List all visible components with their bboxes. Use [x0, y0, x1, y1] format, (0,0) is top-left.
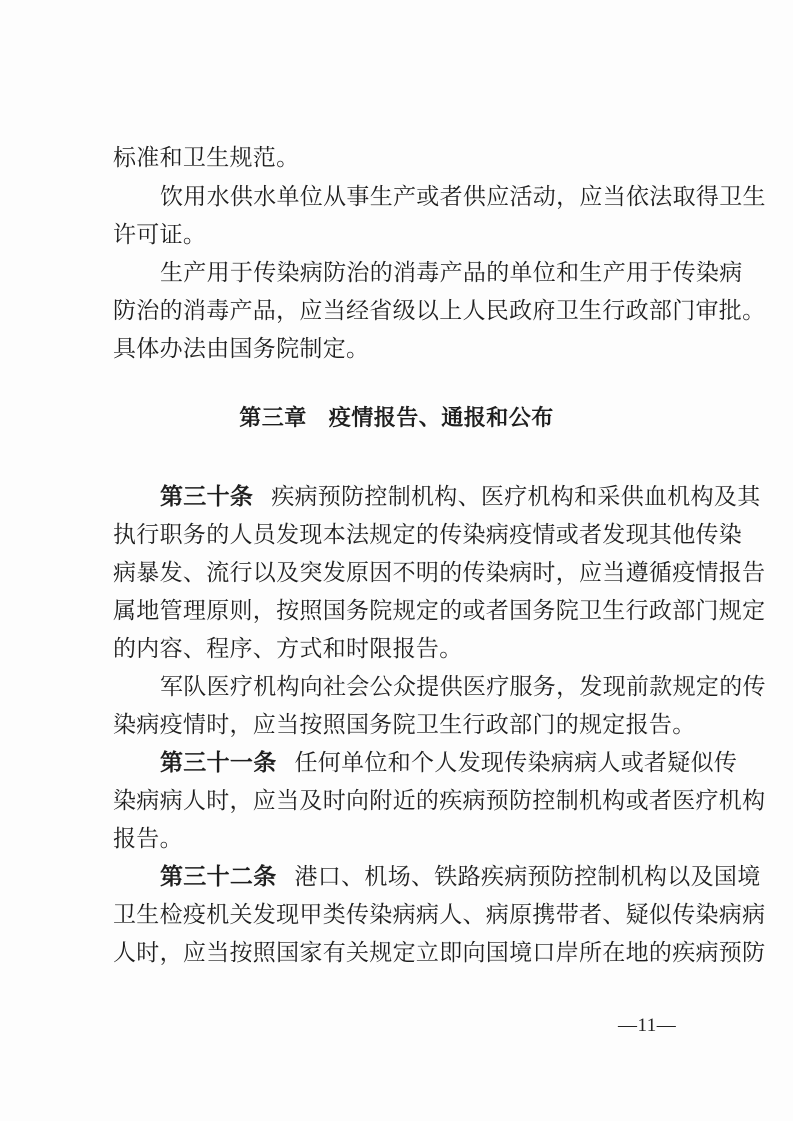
text-line: 饮用水供水单位从事生产或者供应活动，应当依法取得卫生: [160, 184, 766, 210]
article-label: 第三十条: [160, 484, 254, 510]
text-line: 染病疫情时，应当按照国务院卫生行政部门的规定报告。: [113, 712, 696, 738]
article-text: 港口、机场、铁路疾病预防控制机构以及国境: [294, 864, 761, 890]
text-line: 标准和卫生规范。: [113, 145, 300, 171]
article-text: 疾病预防控制机构、医疗机构和采供血机构及其: [271, 484, 761, 510]
page-number: —11—: [618, 1015, 677, 1036]
chapter-number: 第三章: [239, 406, 307, 431]
text-line: 染病病人时，应当及时向附近的疾病预防控制机构或者医疗机构: [113, 788, 766, 814]
text-line: 病暴发、流行以及突发原因不明的传染病时，应当遵循疫情报告: [113, 560, 766, 586]
article-text: 任何单位和个人发现传染病病人或者疑似传: [294, 750, 738, 776]
text-line: 报告。: [113, 826, 183, 852]
chapter-heading: [0, 404, 793, 434]
article-first-line: [160, 748, 737, 778]
text-line: 的内容、程序、方式和时限报告。: [113, 636, 463, 662]
text-line: 属地管理原则，按照国务院规定的或者国务院卫生行政部门规定: [113, 598, 766, 624]
text-line: 生产用于传染病防治的消毒产品的单位和生产用于传染病: [160, 260, 743, 286]
chapter-title: 疫情报告、通报和公布: [328, 406, 554, 431]
article-first-line: [160, 862, 761, 892]
text-line: 具体办法由国务院制定。: [113, 336, 370, 362]
text-line: 军队医疗机构向社会公众提供医疗服务，发现前款规定的传: [160, 674, 766, 700]
text-line: 许可证。: [113, 222, 207, 248]
text-line: 卫生检疫机关发现甲类传染病病人、病原携带者、疑似传染病病: [113, 902, 766, 928]
article-label: 第三十二条: [160, 864, 277, 890]
article-first-line: [160, 482, 761, 512]
text-line: 防治的消毒产品，应当经省级以上人民政府卫生行政部门审批。: [113, 298, 766, 324]
article-label: 第三十一条: [160, 750, 277, 776]
text-line: 人时，应当按照国家有关规定立即向国境口岸所在地的疾病预防: [113, 940, 766, 966]
text-line: 执行职务的人员发现本法规定的传染病疫情或者发现其他传染: [113, 522, 743, 548]
